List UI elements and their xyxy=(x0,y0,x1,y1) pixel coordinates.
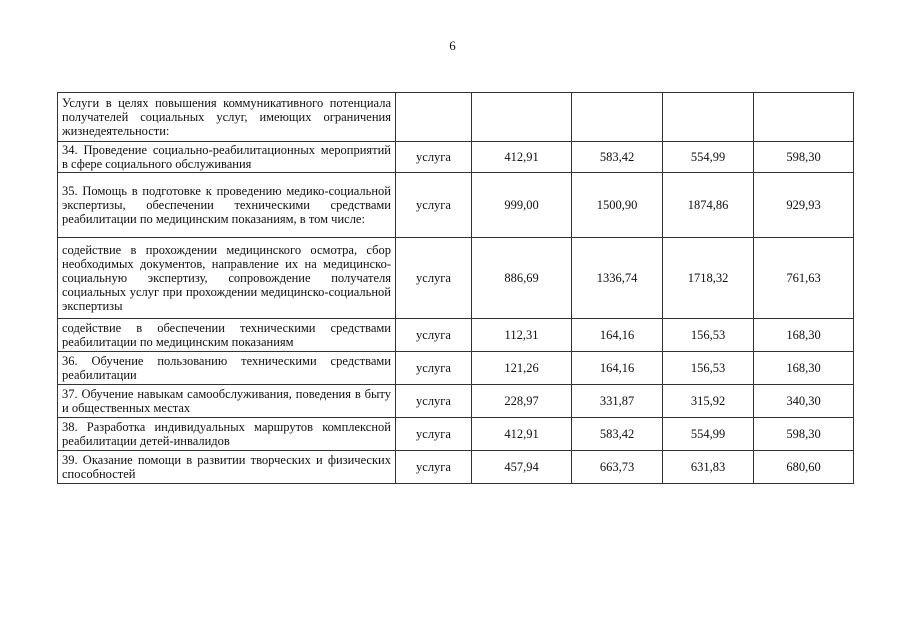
section-header-description: Услуги в целях повышения коммуникативного потенциала получателей социальных услуг, имеющих ограничения жизнедеятельности: xyxy=(58,93,396,142)
table-row xyxy=(58,451,854,484)
tariff-value: 164,16 xyxy=(572,319,663,352)
table-row xyxy=(58,418,854,451)
service-unit: услуга xyxy=(396,238,472,319)
service-unit: услуга xyxy=(396,173,472,238)
service-description: 38. Разработка индивидуальных маршрутов комплексной реабилитации детей-инвалидов xyxy=(58,418,396,451)
service-description: 34. Проведение социально-реабилитационных мероприятий в сфере социального обслуживания xyxy=(58,142,396,173)
services-tariff-table xyxy=(57,92,854,484)
table-section-header-row xyxy=(58,93,854,142)
tariff-value: 598,30 xyxy=(754,142,854,173)
service-description: 35. Помощь в подготовке к проведению медико-социальной экспертизы, обеспечении техническими средствами реабилитации по медицинским показаниям, в том числе: xyxy=(58,173,396,238)
tariff-value: 331,87 xyxy=(572,385,663,418)
tariff-value: 929,93 xyxy=(754,173,854,238)
service-description: 37. Обучение навыкам самообслуживания, поведения в быту и общественных местах xyxy=(58,385,396,418)
empty-cell xyxy=(754,93,854,142)
tariff-value: 156,53 xyxy=(663,352,754,385)
tariff-value: 999,00 xyxy=(472,173,572,238)
tariff-value: 112,31 xyxy=(472,319,572,352)
service-unit: услуга xyxy=(396,319,472,352)
service-description: содействие в обеспечении техническими средствами реабилитации по медицинским показаниям xyxy=(58,319,396,352)
empty-cell xyxy=(472,93,572,142)
tariff-value: 168,30 xyxy=(754,352,854,385)
tariff-value: 583,42 xyxy=(572,142,663,173)
tariff-value: 886,69 xyxy=(472,238,572,319)
tariff-value: 121,26 xyxy=(472,352,572,385)
tariff-value: 156,53 xyxy=(663,319,754,352)
tariff-value: 554,99 xyxy=(663,142,754,173)
tariff-value: 761,63 xyxy=(754,238,854,319)
tariff-value: 412,91 xyxy=(472,418,572,451)
empty-cell xyxy=(572,93,663,142)
tariff-value: 1874,86 xyxy=(663,173,754,238)
service-description: 39. Оказание помощи в развитии творческих и физических способностей xyxy=(58,451,396,484)
tariff-value: 583,42 xyxy=(572,418,663,451)
tariff-value: 680,60 xyxy=(754,451,854,484)
tariff-value: 1336,74 xyxy=(572,238,663,319)
table-row xyxy=(58,238,854,319)
service-description: 36. Обучение пользованию техническими средствами реабилитации xyxy=(58,352,396,385)
tariff-value: 315,92 xyxy=(663,385,754,418)
table-row xyxy=(58,385,854,418)
tariff-value: 228,97 xyxy=(472,385,572,418)
table-row xyxy=(58,319,854,352)
tariff-value: 1500,90 xyxy=(572,173,663,238)
tariff-value: 457,94 xyxy=(472,451,572,484)
tariff-value: 340,30 xyxy=(754,385,854,418)
tariff-value: 168,30 xyxy=(754,319,854,352)
table-row xyxy=(58,352,854,385)
tariff-value: 412,91 xyxy=(472,142,572,173)
service-unit: услуга xyxy=(396,385,472,418)
empty-cell xyxy=(663,93,754,142)
tariff-value: 164,16 xyxy=(572,352,663,385)
empty-cell xyxy=(396,93,472,142)
service-description: содействие в прохождении медицинского осмотра, сбор необходимых документов, направление их на медицинско-социальную экспертизу, сопровождение получателя социальных услуг при прохождении медицинско-социальной экспертизы xyxy=(58,238,396,319)
service-unit: услуга xyxy=(396,352,472,385)
tariff-value: 663,73 xyxy=(572,451,663,484)
tariff-value: 631,83 xyxy=(663,451,754,484)
service-unit: услуга xyxy=(396,142,472,173)
tariff-value: 554,99 xyxy=(663,418,754,451)
table-row xyxy=(58,173,854,238)
table-row xyxy=(58,142,854,173)
tariff-value: 598,30 xyxy=(754,418,854,451)
tariff-value: 1718,32 xyxy=(663,238,754,319)
page-number: 6 xyxy=(449,38,456,53)
service-unit: услуга xyxy=(396,451,472,484)
service-unit: услуга xyxy=(396,418,472,451)
